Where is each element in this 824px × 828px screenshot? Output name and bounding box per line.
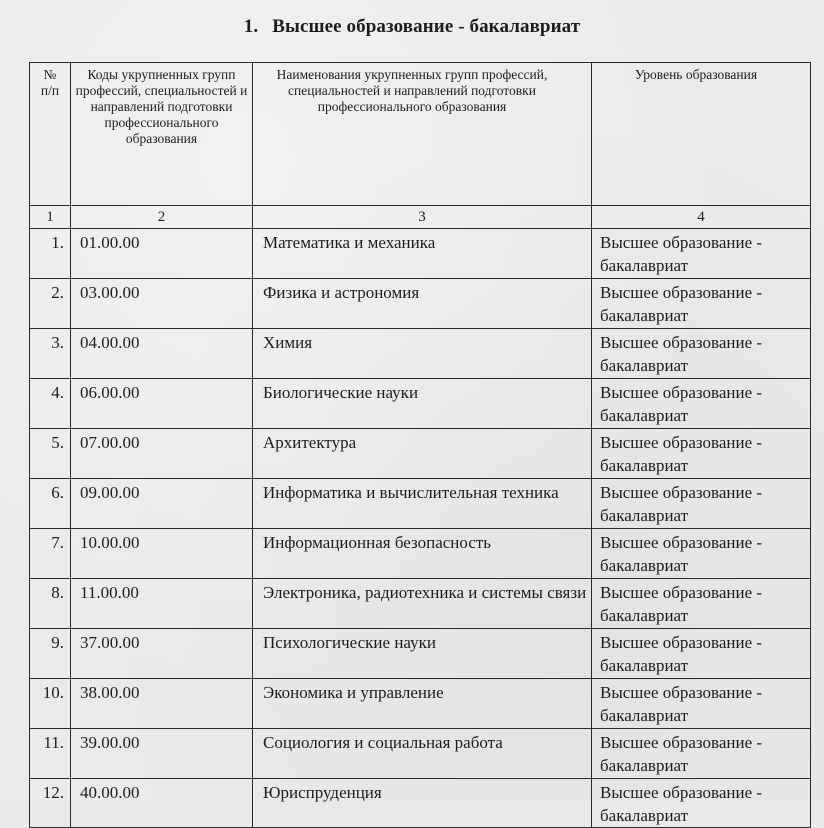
row-number-cell: 2.	[30, 279, 71, 329]
row-level-cell: Высшее образование - бакалавриат	[592, 279, 811, 329]
table-row	[30, 279, 811, 329]
row-level-cell: Высшее образование - бакалавриат	[592, 579, 811, 629]
header-codes-text: Коды укрупненных групп профессий, специальностей и направлений подготовки профессионального образования	[75, 67, 248, 146]
table-row	[30, 379, 811, 429]
row-code-cell: 38.00.00	[71, 679, 253, 729]
row-level-cell: Высшее образование - бакалавриат	[592, 679, 811, 729]
row-name-cell: Информатика и вычислительная техника	[253, 479, 592, 529]
row-code-cell: 06.00.00	[71, 379, 253, 429]
row-number-cell: 5.	[30, 429, 71, 479]
row-name-cell: Биологические науки	[253, 379, 592, 429]
row-name-cell: Математика и механика	[253, 229, 592, 279]
section-number: 1.	[243, 16, 259, 37]
row-number-cell: 3.	[30, 329, 71, 379]
row-code-cell: 03.00.00	[71, 279, 253, 329]
column-number: 2	[71, 206, 253, 229]
table-row	[30, 479, 811, 529]
row-name-cell: Электроника, радиотехника и системы связи	[253, 579, 592, 629]
row-code-cell: 37.00.00	[71, 629, 253, 679]
row-code-cell: 01.00.00	[71, 229, 253, 279]
table-body	[30, 229, 811, 828]
row-code-cell: 10.00.00	[71, 529, 253, 579]
header-names-text: Наименования укрупненных групп профессий, специальностей и направлений подготовки профессионального образования	[276, 67, 548, 114]
row-number-cell: 11.	[30, 729, 71, 779]
row-number-cell: 9.	[30, 629, 71, 679]
row-name-cell: Химия	[253, 329, 592, 379]
column-number: 3	[253, 206, 592, 229]
row-level-cell: Высшее образование - бакалавриат	[592, 429, 811, 479]
table-row	[30, 679, 811, 729]
row-name-cell: Архитектура	[253, 429, 592, 479]
row-number-cell: 1.	[30, 229, 71, 279]
row-code-cell: 07.00.00	[71, 429, 253, 479]
row-number-cell: 4.	[30, 379, 71, 429]
row-number-cell: 6.	[30, 479, 71, 529]
header-level-text: Уровень образования	[634, 67, 758, 82]
table-row	[30, 629, 811, 679]
row-level-cell: Высшее образование - бакалавриат	[592, 329, 811, 379]
row-name-cell: Информационная безопасность	[253, 529, 592, 579]
row-level-cell: Высшее образование - бакалавриат	[592, 479, 811, 529]
column-number: 1	[30, 206, 71, 229]
row-level-cell: Высшее образование - бакалавриат	[592, 729, 811, 779]
row-level-cell: Высшее образование - бакалавриат	[592, 779, 811, 828]
row-name-cell: Социология и социальная работа	[253, 729, 592, 779]
table-row	[30, 779, 811, 828]
header-names	[253, 63, 592, 206]
table-row	[30, 729, 811, 779]
table-row	[30, 529, 811, 579]
row-name-cell: Психологические науки	[253, 629, 592, 679]
row-code-cell: 11.00.00	[71, 579, 253, 629]
row-code-cell: 40.00.00	[71, 779, 253, 828]
programs-table	[29, 62, 811, 828]
column-number: 4	[592, 206, 811, 229]
row-code-cell: 39.00.00	[71, 729, 253, 779]
table-row	[30, 429, 811, 479]
row-level-cell: Высшее образование - бакалавриат	[592, 529, 811, 579]
section-title	[0, 16, 824, 38]
row-level-cell: Высшее образование - бакалавриат	[592, 229, 811, 279]
header-number-text: № п/п	[40, 67, 60, 98]
table-row	[30, 329, 811, 379]
row-number-cell: 7.	[30, 529, 71, 579]
row-number-cell: 12.	[30, 779, 71, 828]
row-name-cell: Юриспруденция	[253, 779, 592, 828]
header-number	[30, 63, 71, 206]
table-header-row	[30, 63, 811, 206]
row-number-cell: 10.	[30, 679, 71, 729]
header-codes	[71, 63, 253, 206]
header-level	[592, 63, 811, 206]
section-title-text: Высшее образование - бакалавриат	[272, 16, 581, 37]
row-name-cell: Экономика и управление	[253, 679, 592, 729]
row-level-cell: Высшее образование - бакалавриат	[592, 379, 811, 429]
table-row	[30, 229, 811, 279]
table-row	[30, 579, 811, 629]
row-code-cell: 09.00.00	[71, 479, 253, 529]
row-level-cell: Высшее образование - бакалавриат	[592, 629, 811, 679]
column-number-row	[30, 206, 811, 229]
row-number-cell: 8.	[30, 579, 71, 629]
row-name-cell: Физика и астрономия	[253, 279, 592, 329]
row-code-cell: 04.00.00	[71, 329, 253, 379]
